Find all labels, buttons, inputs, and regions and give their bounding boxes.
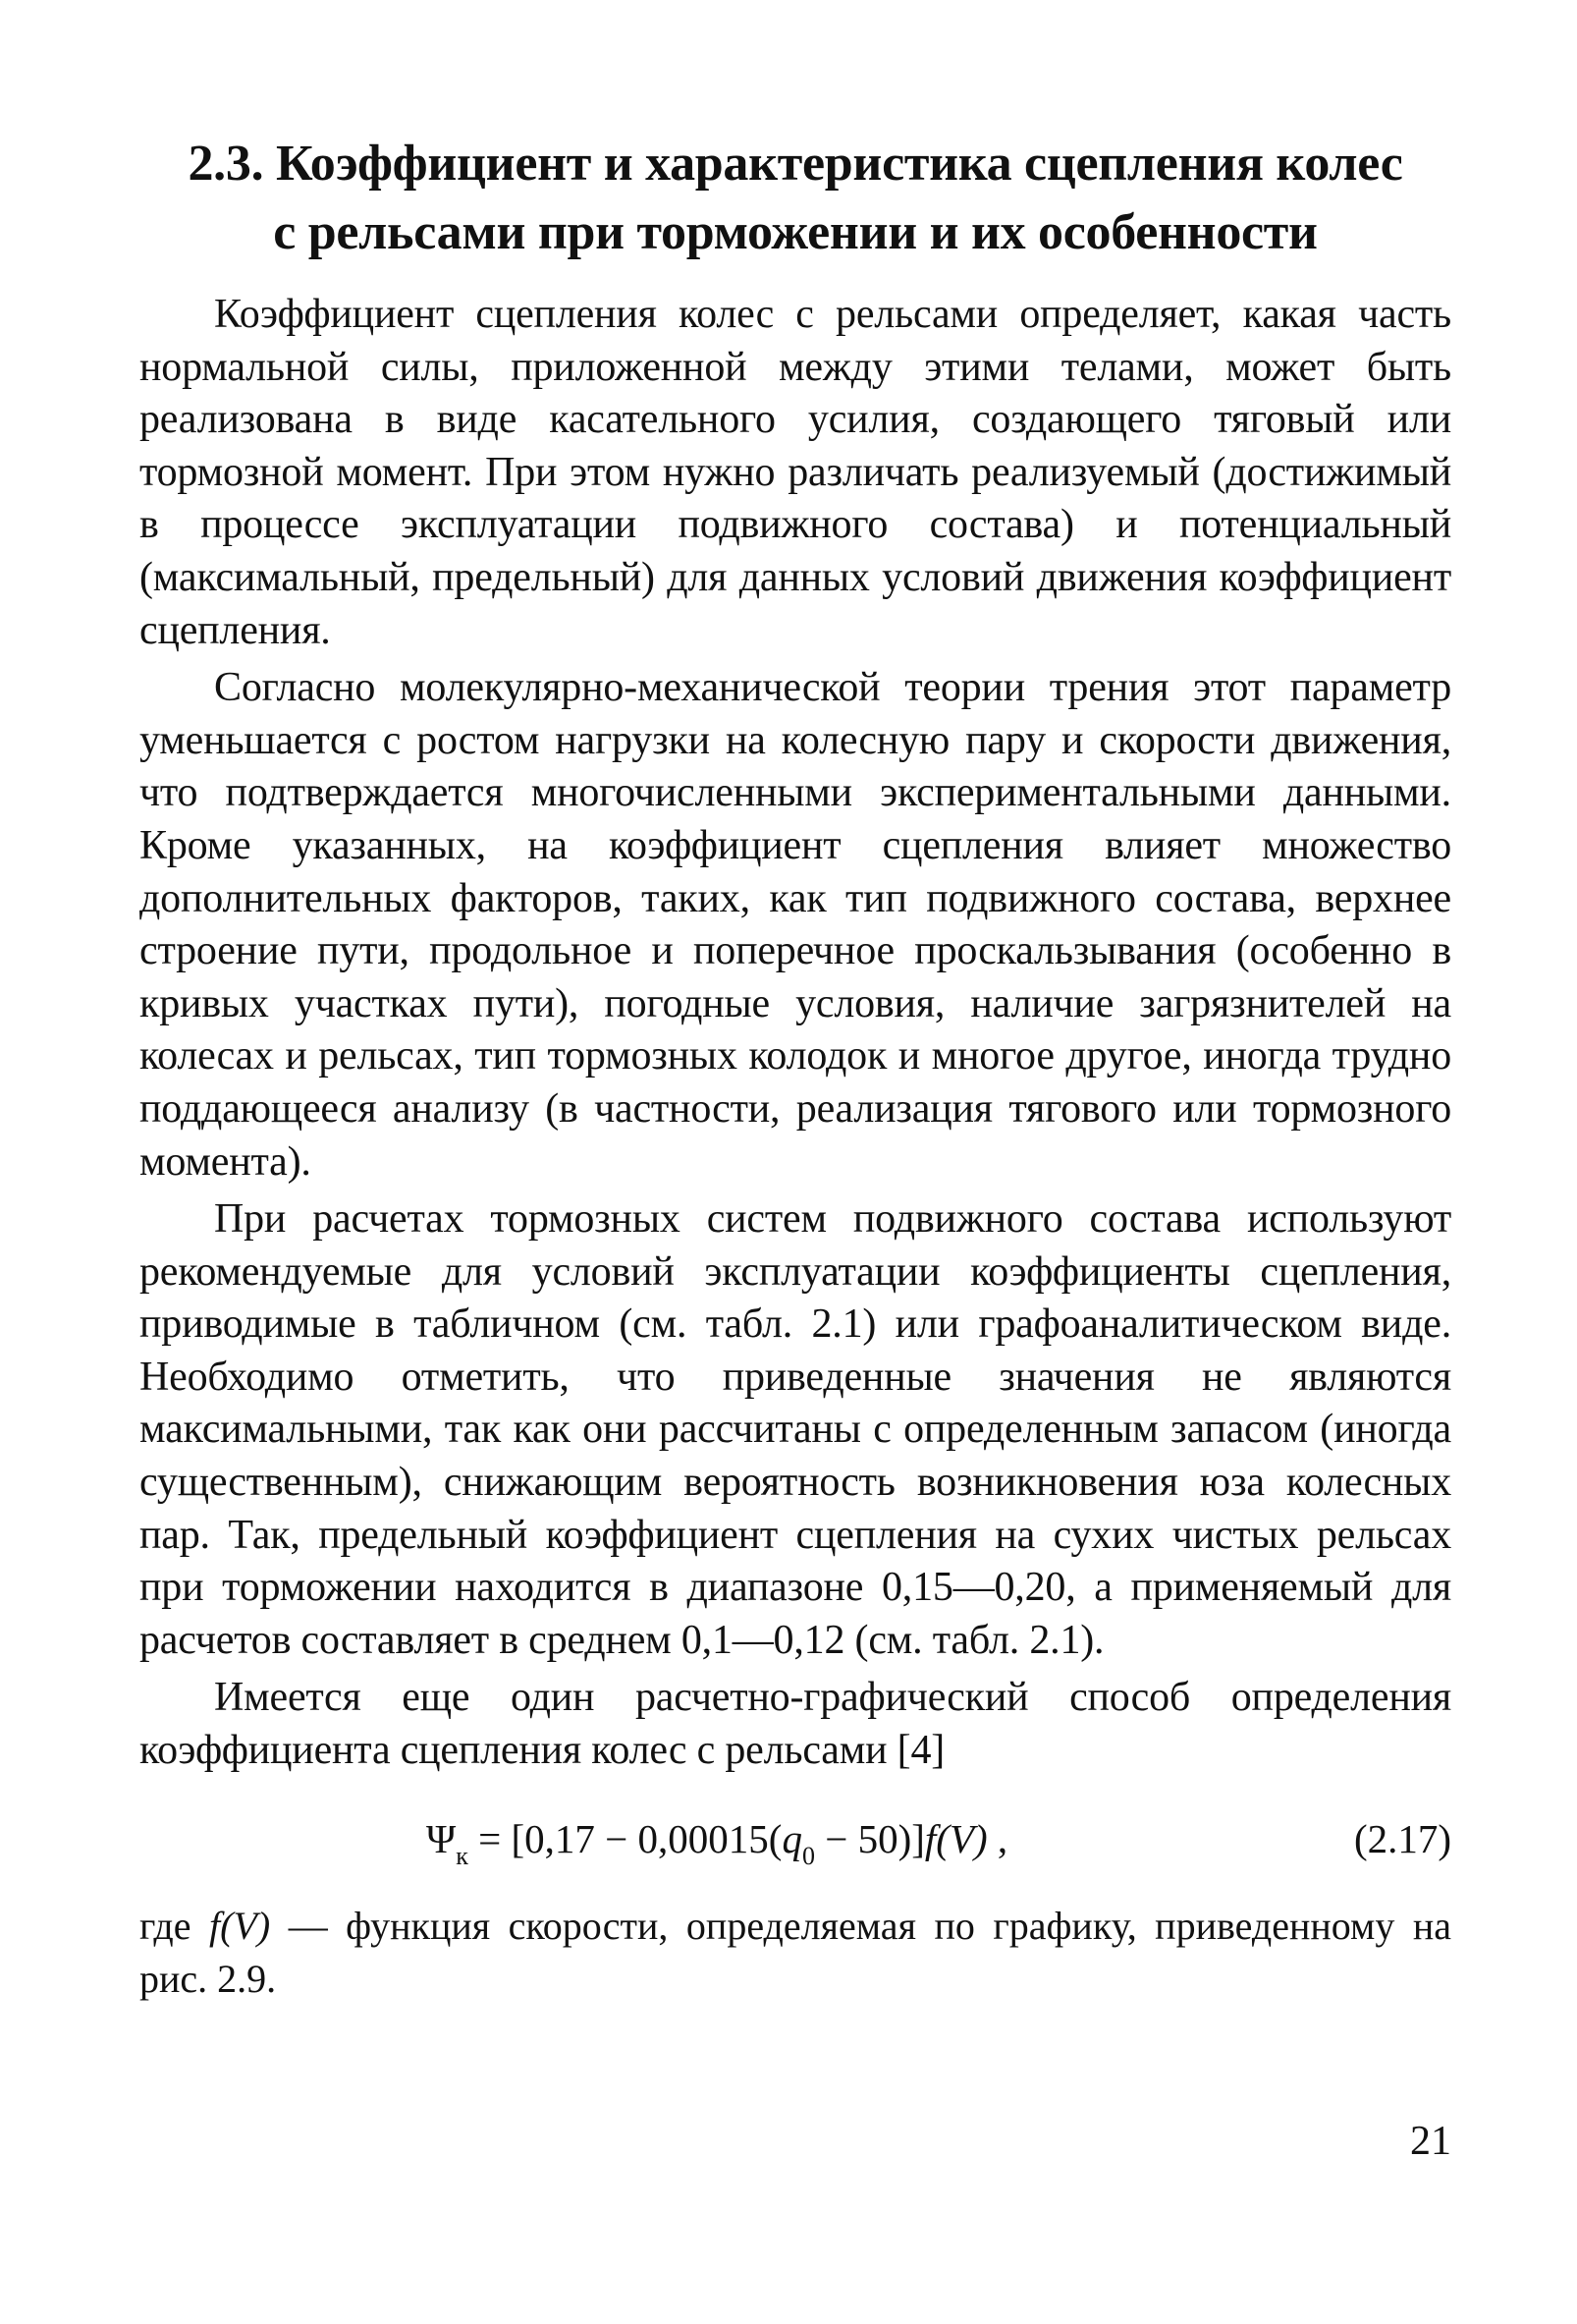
formula-f: f	[924, 1815, 937, 1861]
formula-q: q	[782, 1815, 802, 1861]
section-heading	[139, 130, 1451, 267]
heading-line-1: 2.3. Коэффициент и характеристика сцепления колес	[188, 136, 1403, 192]
explanation-function: f(V)	[209, 1903, 271, 1948]
paragraph-1: Коэффициент сцепления колес с рельсами определяет, какая часть нормальной силы, приложенной между этими телами, может быть реализована в виде касательного усилия, создающего тяговый или тормозной момент. При этом нужно различать реализуемый (достижимый в процессе эксплуатации подвижного состава) и потенциальный (максимальный, предельный) для данных условий движения коэффициент сцепления.	[139, 292, 1451, 653]
heading-line-2: с рельсами при торможении и их особенности	[273, 204, 1318, 260]
formula-comma: ,	[987, 1815, 1008, 1861]
formula-body: = [0,17 − 0,00015(	[467, 1815, 783, 1861]
explanation-prefix: где	[139, 1903, 210, 1948]
explanation-text: — функция скорости, определяемая по графику, приведенному на рис. 2.9.	[139, 1903, 1451, 2001]
page-number: 21	[1410, 2119, 1451, 2164]
formula	[426, 1815, 1007, 1871]
formula-row	[139, 1799, 1451, 1890]
formula-psi: Ψ	[426, 1815, 457, 1861]
formula-explanation	[139, 1900, 1451, 2006]
page-content	[139, 130, 1451, 2006]
formula-psi-subscript: к	[456, 1841, 468, 1870]
formula-q-subscript: 0	[801, 1841, 815, 1870]
paragraph-2: Согласно молекулярно-механической теории трения этот параметр уменьшается с ростом нагрузки на колесную пару и скорости движения, что подтверждается многочисленными экспериментальными данными. Кроме указанных, на коэффициент сцепления влияет множество дополнительных факторов, таких, как тип подвижного состава, верхнее строение пути, продольное и поперечное проскальзывания (особенно в кривых участках пути), погодные условия, наличие загрязнителей на колесах и рельсах, тип тормозных колодок и многое другое, иногда трудно поддающееся анализу (в частности, реализация тягового или тормозного момента).	[139, 665, 1451, 1185]
paragraph-4: Имеется еще один расчетно-графический способ определения коэффициента сцепления колес с рельсами [4]	[139, 1675, 1451, 1774]
formula-tail: − 50)]	[814, 1815, 925, 1861]
paragraph-3: При расчетах тормозных систем подвижного состава используют рекомендуемые для условий эксплуатации коэффициенты сцепления, приводимые в табличном (см. табл. 2.1) или графоаналитическом виде. Необходимо отметить, что приведенные значения не являются максимальными, так как они рассчитаны с определенным запасом (иногда существенным), снижающим вероятность возникновения юза колесных пар. Так, предельный коэффициент сцепления на сухих чистых рельсах при торможении находится в диапазоне 0,15—0,20, а применяемый для расчетов составляет в среднем 0,1—0,12 (см. табл. 2.1).	[139, 1196, 1451, 1663]
formula-argument: (V)	[936, 1815, 988, 1861]
equation-number: (2.17)	[1353, 1815, 1451, 1861]
